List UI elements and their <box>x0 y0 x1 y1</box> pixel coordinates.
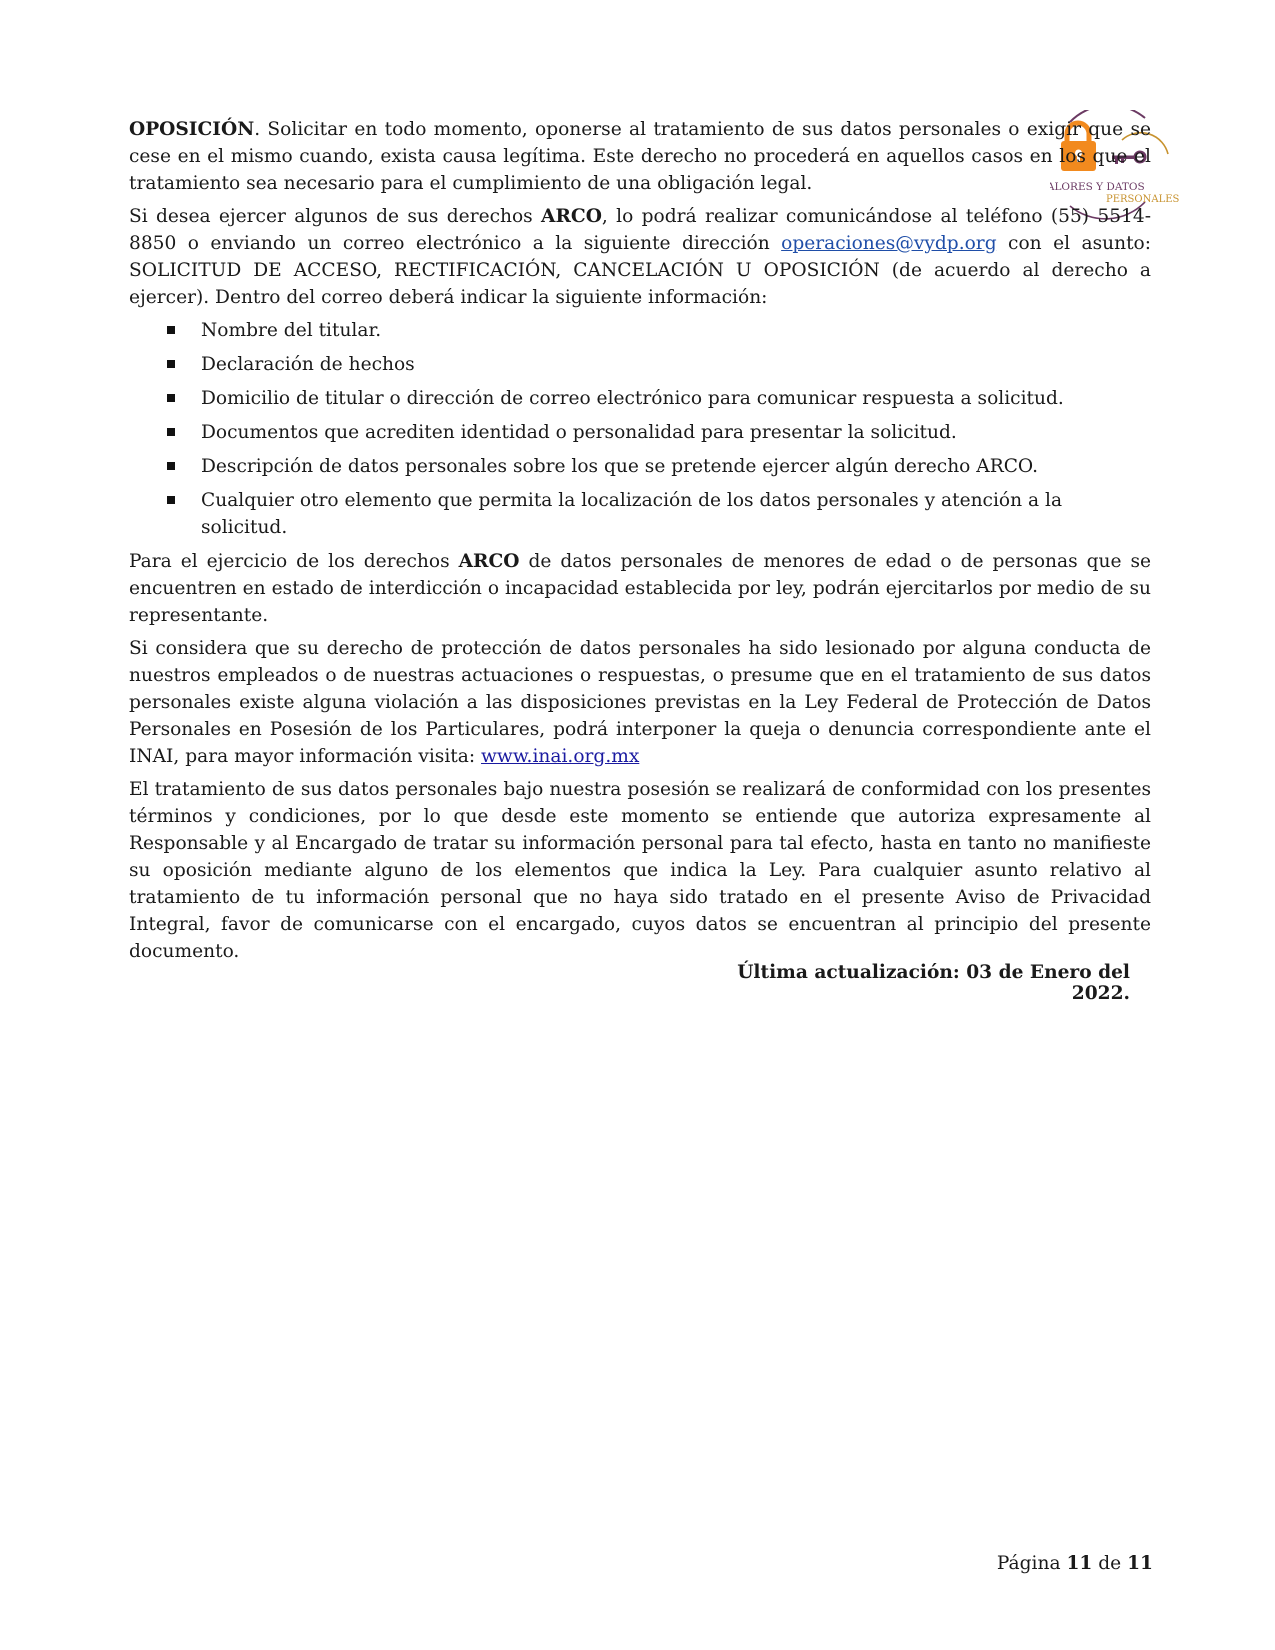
bullet-square-icon <box>167 496 175 504</box>
bullet-square-icon <box>167 326 175 334</box>
inai-link[interactable]: www.inai.org.mx <box>481 746 640 767</box>
required-info-list <box>129 317 1151 541</box>
bullet-square-icon <box>167 428 175 436</box>
paragraph-treatment: El tratamiento de sus datos personales bajo nuestra posesión se realizará de conformidad con los presentes términos y condiciones, por lo que desde este momento se entiende que autoriza expresamente al Responsable y al Encargado de tratar su información personal para tal efecto, hasta en tanto no manifieste su oposición mediante alguno de los elementos que indica la Ley. Para cualquier asunto relativo al tratamiento de tu información personal que no haya sido tratado en el presente Aviso de Privacidad Integral, favor de comunicarse con el encargado, cuyos datos se encuentran al principio del presente documento. <box>129 779 1151 962</box>
page-number: Página 11 de 11 <box>996 1553 1153 1574</box>
list-item: Documentos que acrediten identidad o personalidad para presentar la solicitud. <box>129 419 1151 446</box>
list-item: Cualquier otro elemento que permita la localización de los datos personales y atención a la solicitud. <box>129 487 1151 541</box>
list-item: Descripción de datos personales sobre los que se pretende ejercer algún derecho ARCO. <box>129 453 1151 480</box>
bullet-square-icon <box>167 462 175 470</box>
paragraph-arco-contact: Si desea ejercer algunos de sus derechos ARCO, lo podrá realizar comunicándose al teléfono (55) 5514-8850 o enviando un correo electrónico a la siguiente dirección operaciones@vydp.org con el asunto: SOLICITUD DE ACCESO, RECTIFICACIÓN, CANCELACIÓN U OPOSICIÓN (de acuerdo al derecho a ejercer). Dentro del correo deberá indicar la siguiente información: <box>129 206 1151 308</box>
last-update: Última actualización: 03 de Enero del 2022. <box>737 962 1130 1004</box>
logo-text-line2: PERSONALES <box>1106 194 1180 205</box>
logo-text-line1: VALORES Y DATOS <box>1050 181 1145 193</box>
paragraph-minors: Para el ejercicio de los derechos ARCO de datos personales de menores de edad o de personas que se encuentren en estado de interdicción o incapacidad establecida por ley, podrán ejercitarlos por medio de su representante. <box>129 551 1151 626</box>
list-item: Domicilio de titular o dirección de correo electrónico para comunicar respuesta a solicitud. <box>129 385 1151 412</box>
oposicion-heading: OPOSICIÓN <box>129 119 255 140</box>
bullet-square-icon <box>167 394 175 402</box>
email-link[interactable]: operaciones@vydp.org <box>781 233 997 254</box>
bullet-square-icon <box>167 360 175 368</box>
document-body <box>129 116 1151 971</box>
list-item: Nombre del titular. <box>129 317 1151 344</box>
paragraph-oposicion: OPOSICIÓN. Solicitar en todo momento, oponerse al tratamiento de sus datos personales o exigir que se cese en el mismo cuando, exista causa legítima. Este derecho no procederá en aquellos casos en los que el tratamiento sea necesario para el cumplimiento de una obligación legal. <box>129 119 1151 194</box>
list-item: Declaración de hechos <box>129 351 1151 378</box>
paragraph-inai: Si considera que su derecho de protección de datos personales ha sido lesionado por alguna conducta de nuestros empleados o de nuestras actuaciones o respuestas, o presume que en el tratamiento de sus datos personales existe alguna violación a las disposiciones previstas en la Ley Federal de Protección de Datos Personales en Posesión de los Particulares, podrá interponer la queja o denuncia correspondiente ante el INAI, para mayor información visita: www.inai.org.mx <box>129 638 1151 767</box>
